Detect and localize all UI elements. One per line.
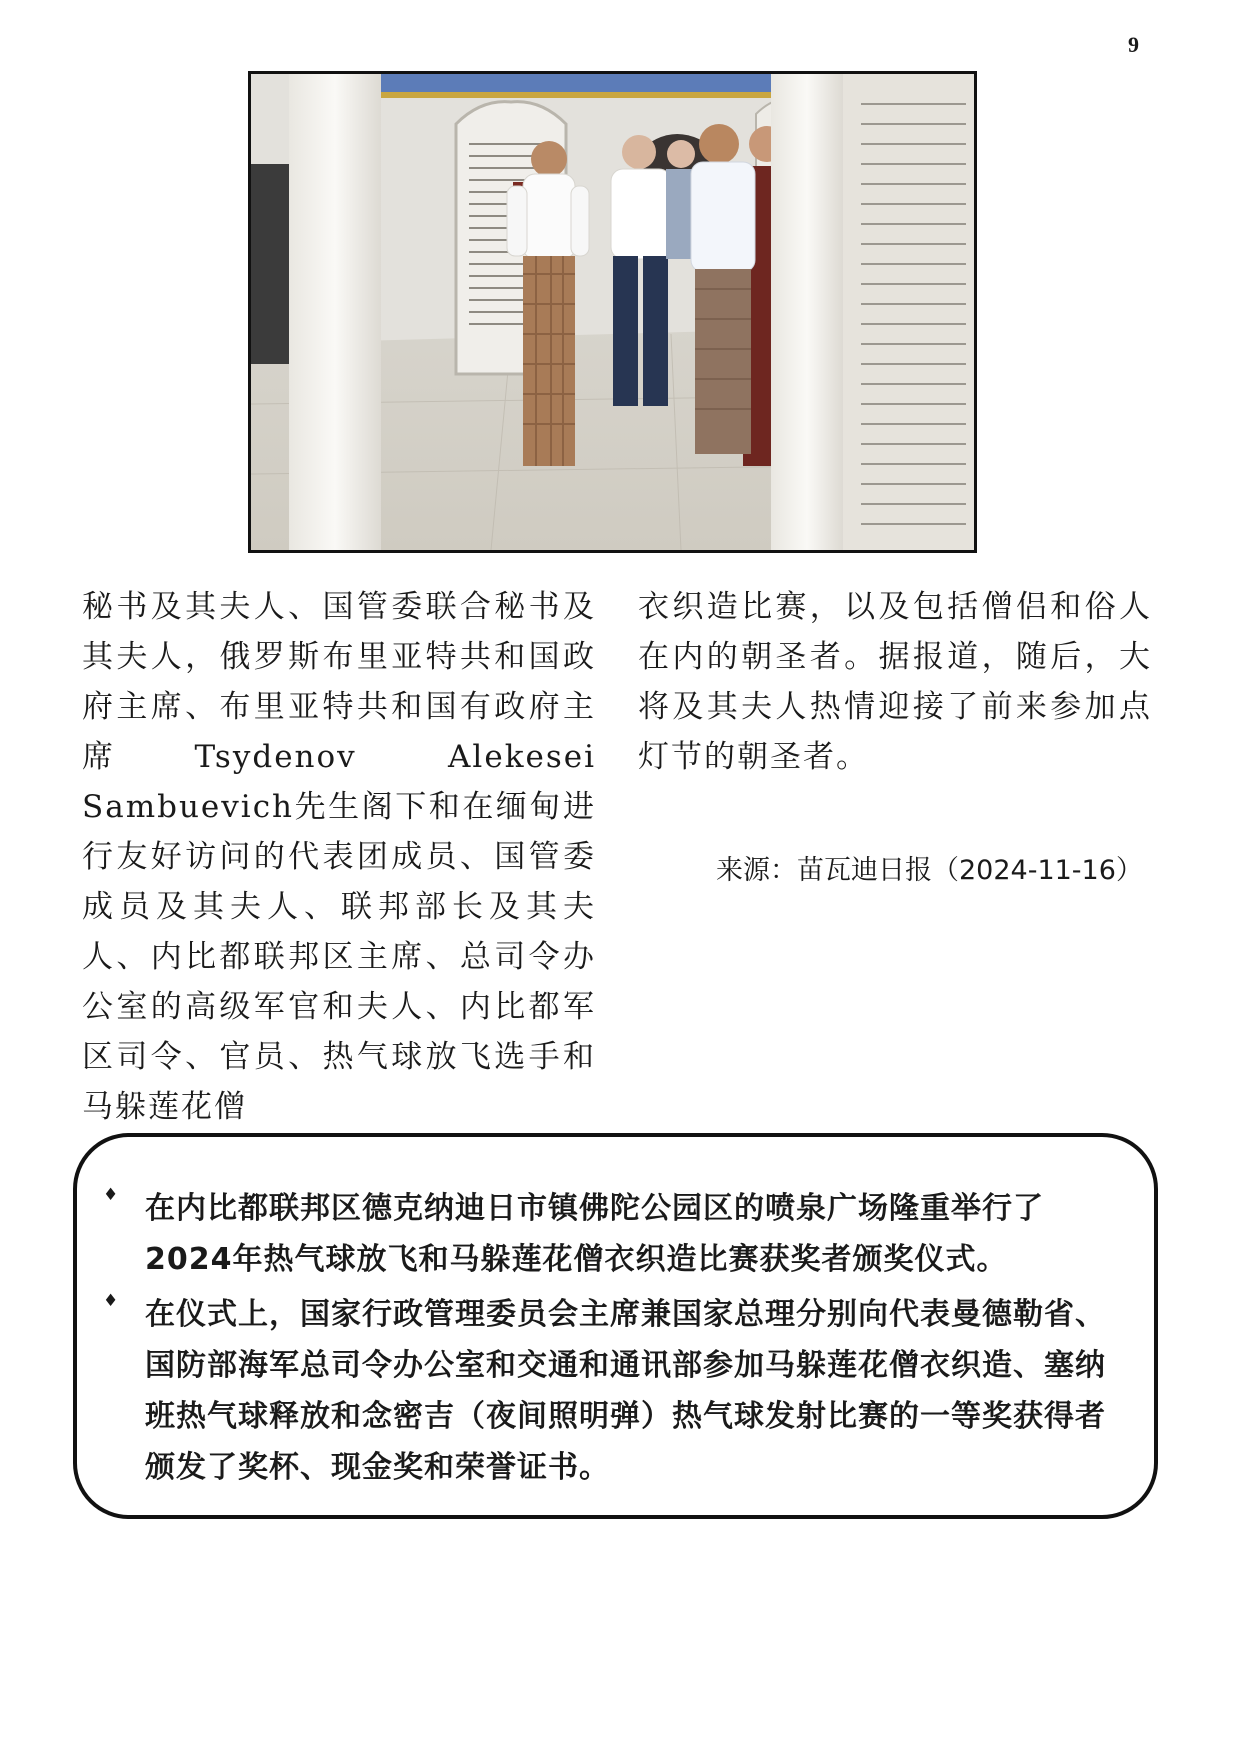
summary-item-text: 在内比都联邦区德克纳迪日市镇佛陀公园区的喷泉广场隆重举行了2024年热气球放飞和马躲莲花僧衣织造比赛获奖者颁奖仪式。 xyxy=(145,1191,1044,1277)
summary-list xyxy=(103,1183,1124,1497)
summary-item-text: 在仪式上，国家行政管理委员会主席兼国家总理分别向代表曼德勒省、国防部海军总司令办公室和交通和通讯部参加马躲莲花僧衣织造、塞纳班热气球释放和念密吉（夜间照明弹）热气球发射比赛的一等奖获得者颁发了奖杯、现金奖和荣誉证书。 xyxy=(145,1297,1106,1485)
ceiling-band xyxy=(371,74,831,92)
inscribed-wall-right xyxy=(843,74,974,550)
summary-item xyxy=(103,1289,1124,1493)
person-right-longyi xyxy=(691,124,755,454)
article-left-column: 秘书及其夫人、国管委联合秘书及其夫人，俄罗斯布里亚特共和国政府主席、布里亚特共和国有政府主席Tsydenov Alekesei Sambuevich先生阁下和在缅甸进行友好访问的代表团成员、国管委成员及其夫人、联邦部长及其夫人、内比都联邦区主席、总司令办公室的高级军官和夫人、内比都军区司令、官员、热气球放飞选手和马躲莲花僧 xyxy=(82,589,596,1125)
summary-box xyxy=(73,1133,1158,1519)
white-column-left xyxy=(289,74,381,550)
white-column-right xyxy=(771,74,843,550)
bullet-diamond-icon: ♦ xyxy=(103,1291,119,1311)
photo-illustration xyxy=(251,74,974,550)
article-right-column: 衣织造比赛，以及包括僧侣和俗人在内的朝圣者。据报道，随后，大将及其夫人热情迎接了前来参加点灯节的朝圣者。 xyxy=(638,589,1152,775)
article-source: 来源：苗瓦迪日报（2024-11-16） xyxy=(716,855,1143,886)
summary-item xyxy=(103,1183,1124,1285)
bullet-diamond-icon: ♦ xyxy=(103,1185,119,1205)
news-photo xyxy=(248,71,977,553)
page-number: 9 xyxy=(1128,32,1139,57)
